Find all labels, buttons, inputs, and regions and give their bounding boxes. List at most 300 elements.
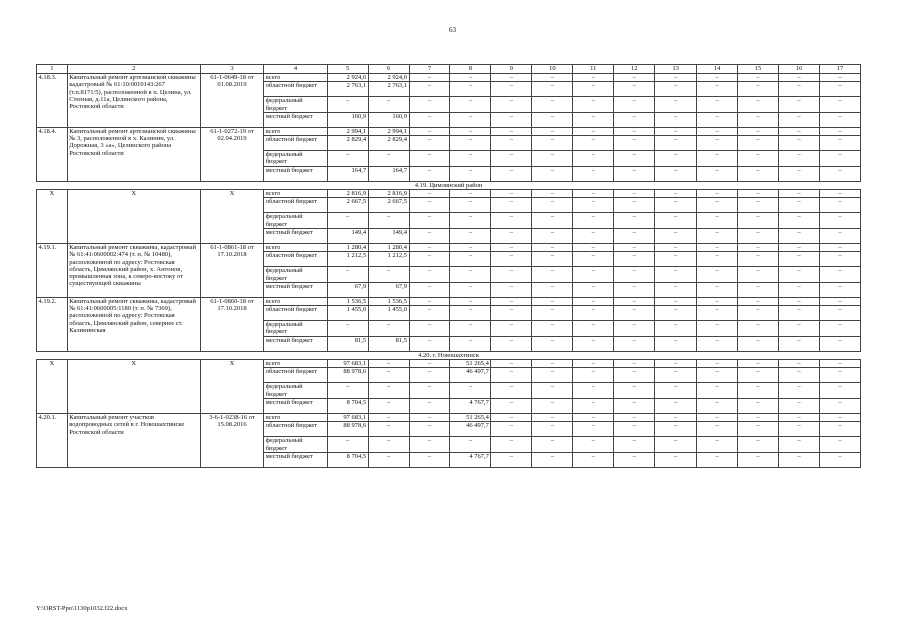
value-col6: 1 536,5 — [368, 297, 409, 305]
document-path: Y:\ORST-Ppo\1130p1032.f22.docx — [36, 605, 128, 612]
dash-cell: – — [573, 398, 614, 413]
dash-cell: – — [532, 267, 573, 283]
dash-cell: – — [779, 112, 820, 127]
dash-cell: – — [532, 360, 573, 368]
dash-cell: – — [327, 97, 368, 113]
dash-cell: – — [614, 213, 655, 229]
dash-cell: – — [614, 297, 655, 305]
dash-cell: – — [491, 306, 532, 321]
entry-document: Х — [200, 360, 263, 414]
value-col5: 8 704,5 — [327, 452, 368, 467]
dash-cell: – — [738, 213, 779, 229]
funding-source: областной бюджет — [264, 252, 327, 267]
dash-cell: – — [532, 252, 573, 267]
dash-cell: – — [819, 267, 860, 283]
dash-cell: – — [697, 82, 738, 97]
dash-cell: – — [614, 422, 655, 437]
dash-cell: – — [532, 190, 573, 198]
dash-cell: – — [819, 422, 860, 437]
dash-cell: – — [738, 112, 779, 127]
dash-cell: – — [573, 452, 614, 467]
value-col8: 51 265,4 — [450, 413, 491, 421]
dash-cell: – — [573, 297, 614, 305]
dash-cell: – — [697, 243, 738, 251]
dash-cell: – — [491, 213, 532, 229]
dash-cell: – — [409, 452, 450, 467]
dash-cell: – — [738, 306, 779, 321]
dash-cell: – — [409, 112, 450, 127]
dash-cell: – — [819, 97, 860, 113]
dash-cell: – — [491, 437, 532, 453]
dash-cell: – — [655, 297, 697, 305]
funding-source: всего — [264, 360, 327, 368]
dash-cell: – — [368, 368, 409, 383]
dash-cell: – — [409, 228, 450, 243]
dash-cell: – — [779, 267, 820, 283]
dash-cell: – — [491, 282, 532, 297]
entry-number: 4.19.1. — [37, 243, 68, 297]
dash-cell: – — [573, 267, 614, 283]
dash-cell: – — [450, 127, 491, 135]
dash-cell: – — [450, 267, 491, 283]
column-number-5: 5 — [327, 65, 368, 74]
dash-cell: – — [409, 306, 450, 321]
value-col5: 2 763,1 — [327, 82, 368, 97]
entry-number: 4.19.2. — [37, 297, 68, 351]
entry-name: Капитальный ремонт артезианской скважины № 3, расположенной в х. Калинин, ул. Дорожная, 3 «а», Целинского района Ростовской области — [67, 127, 200, 181]
dash-cell: – — [655, 336, 697, 351]
dash-cell: – — [819, 166, 860, 181]
dash-cell: – — [409, 136, 450, 151]
dash-cell: – — [655, 151, 697, 167]
dash-cell: – — [532, 136, 573, 151]
dash-cell: – — [819, 82, 860, 97]
dash-cell: – — [697, 321, 738, 337]
dash-cell: – — [697, 282, 738, 297]
dash-cell: – — [779, 422, 820, 437]
table-row — [37, 243, 861, 251]
dash-cell: – — [327, 151, 368, 167]
dash-cell: – — [819, 151, 860, 167]
column-number-15: 15 — [738, 65, 779, 74]
dash-cell: – — [614, 151, 655, 167]
entry-document: 61-1-0649-18 от 01.08.2019 — [200, 74, 263, 128]
dash-cell: – — [491, 151, 532, 167]
value-col5: 1 212,5 — [327, 252, 368, 267]
dash-cell: – — [779, 151, 820, 167]
dash-cell: – — [409, 398, 450, 413]
dash-cell: – — [368, 398, 409, 413]
column-number-17: 17 — [819, 65, 860, 74]
entry-name: Х — [67, 190, 200, 244]
dash-cell: – — [738, 282, 779, 297]
value-col5: 149,4 — [327, 228, 368, 243]
value-col6: 2 667,5 — [368, 198, 409, 213]
value-col6: 1 280,4 — [368, 243, 409, 251]
dash-cell: – — [819, 252, 860, 267]
dash-cell: – — [491, 190, 532, 198]
funding-source: федеральный бюджет — [264, 437, 327, 453]
dash-cell: – — [532, 452, 573, 467]
dash-cell: – — [532, 166, 573, 181]
funding-source: областной бюджет — [264, 198, 327, 213]
dash-cell: – — [738, 297, 779, 305]
dash-cell: – — [450, 166, 491, 181]
dash-cell: – — [697, 198, 738, 213]
dash-cell: – — [614, 383, 655, 399]
dash-cell: – — [532, 368, 573, 383]
dash-cell: – — [491, 166, 532, 181]
dash-cell: – — [697, 97, 738, 113]
dash-cell: – — [368, 97, 409, 113]
dash-cell: – — [779, 336, 820, 351]
dash-cell: – — [614, 306, 655, 321]
funding-source: местный бюджет — [264, 336, 327, 351]
dash-cell: – — [819, 127, 860, 135]
dash-cell: – — [779, 97, 820, 113]
funding-source: всего — [264, 243, 327, 251]
value-col5: 2 924,0 — [327, 74, 368, 82]
dash-cell: – — [409, 282, 450, 297]
dash-cell: – — [409, 413, 450, 421]
dash-cell: – — [614, 97, 655, 113]
dash-cell: – — [409, 198, 450, 213]
dash-cell: – — [450, 228, 491, 243]
funding-source: областной бюджет — [264, 306, 327, 321]
value-col5: 2 816,9 — [327, 190, 368, 198]
column-number-8: 8 — [450, 65, 491, 74]
dash-cell: – — [532, 112, 573, 127]
dash-cell: – — [738, 136, 779, 151]
dash-cell: – — [819, 336, 860, 351]
dash-cell: – — [491, 398, 532, 413]
dash-cell: – — [779, 321, 820, 337]
dash-cell: – — [368, 151, 409, 167]
dash-cell: – — [697, 336, 738, 351]
dash-cell: – — [573, 282, 614, 297]
dash-cell: – — [532, 82, 573, 97]
dash-cell: – — [532, 413, 573, 421]
dash-cell: – — [491, 297, 532, 305]
value-col5: 81,5 — [327, 336, 368, 351]
value-col6: 2 924,0 — [368, 74, 409, 82]
dash-cell: – — [532, 74, 573, 82]
dash-cell: – — [819, 398, 860, 413]
dash-cell: – — [697, 437, 738, 453]
table-row — [37, 127, 861, 135]
dash-cell: – — [573, 190, 614, 198]
entry-number: Х — [37, 190, 68, 244]
dash-cell: – — [738, 97, 779, 113]
dash-cell: – — [655, 97, 697, 113]
dash-cell: – — [573, 151, 614, 167]
funding-source: местный бюджет — [264, 228, 327, 243]
column-number-11: 11 — [573, 65, 614, 74]
column-number-10: 10 — [532, 65, 573, 74]
dash-cell: – — [779, 127, 820, 135]
dash-cell: – — [819, 282, 860, 297]
dash-cell: – — [491, 127, 532, 135]
dash-cell: – — [819, 198, 860, 213]
column-number-13: 13 — [655, 65, 697, 74]
dash-cell: – — [368, 321, 409, 337]
column-number-6: 6 — [368, 65, 409, 74]
dash-cell: – — [450, 282, 491, 297]
dash-cell: – — [655, 437, 697, 453]
dash-cell: – — [491, 360, 532, 368]
dash-cell: – — [450, 437, 491, 453]
funding-source: местный бюджет — [264, 398, 327, 413]
dash-cell: – — [738, 398, 779, 413]
dash-cell: – — [779, 166, 820, 181]
dash-cell: – — [655, 252, 697, 267]
dash-cell: – — [697, 252, 738, 267]
dash-cell: – — [779, 190, 820, 198]
value-col5: 1 455,0 — [327, 306, 368, 321]
dash-cell: – — [779, 360, 820, 368]
dash-cell: – — [491, 321, 532, 337]
dash-cell: – — [655, 321, 697, 337]
value-col5: 97 683,1 — [327, 360, 368, 368]
dash-cell: – — [409, 321, 450, 337]
dash-cell: – — [697, 413, 738, 421]
dash-cell: – — [368, 213, 409, 229]
dash-cell: – — [409, 166, 450, 181]
entry-number: 4.20.1. — [37, 413, 68, 467]
dash-cell: – — [450, 336, 491, 351]
dash-cell: – — [573, 198, 614, 213]
funding-source: областной бюджет — [264, 368, 327, 383]
funding-source: местный бюджет — [264, 282, 327, 297]
funding-source: федеральный бюджет — [264, 151, 327, 167]
value-col5: 2 994,1 — [327, 127, 368, 135]
entry-document: 3-6-1-0238-16 от 15.08.2016 — [200, 413, 263, 467]
dash-cell: – — [573, 74, 614, 82]
dash-cell: – — [697, 368, 738, 383]
dash-cell: – — [655, 282, 697, 297]
dash-cell: – — [532, 97, 573, 113]
dash-cell: – — [409, 127, 450, 135]
dash-cell: – — [655, 82, 697, 97]
dash-cell: – — [409, 190, 450, 198]
dash-cell: – — [655, 267, 697, 283]
dash-cell: – — [614, 82, 655, 97]
dash-cell: – — [819, 321, 860, 337]
dash-cell: – — [697, 297, 738, 305]
value-col6: 67,9 — [368, 282, 409, 297]
value-col5: 88 978,6 — [327, 422, 368, 437]
dash-cell: – — [573, 368, 614, 383]
dash-cell: – — [491, 422, 532, 437]
dash-cell: – — [573, 82, 614, 97]
dash-cell: – — [573, 97, 614, 113]
dash-cell: – — [450, 112, 491, 127]
dash-cell: – — [819, 297, 860, 305]
value-col5: 1 280,4 — [327, 243, 368, 251]
dash-cell: – — [819, 306, 860, 321]
entry-name: Капитальный ремонт скважины, кадастровый № 61:41:0600005:1180 (т. п. № 7369), расположенной по адресу: Ростовская область, Цимлянский район, севернее ст. Калининская — [67, 297, 200, 351]
dash-cell: – — [779, 74, 820, 82]
column-number-3: 3 — [200, 65, 263, 74]
table-row — [37, 360, 861, 368]
dash-cell: – — [779, 252, 820, 267]
dash-cell: – — [779, 136, 820, 151]
dash-cell: – — [738, 360, 779, 368]
dash-cell: – — [368, 383, 409, 399]
dash-cell: – — [532, 422, 573, 437]
dash-cell: – — [573, 321, 614, 337]
dash-cell: – — [819, 437, 860, 453]
entry-number: 4.18.3. — [37, 74, 68, 128]
dash-cell: – — [368, 437, 409, 453]
dash-cell: – — [614, 368, 655, 383]
dash-cell: – — [532, 336, 573, 351]
dash-cell: – — [614, 437, 655, 453]
dash-cell: – — [409, 437, 450, 453]
dash-cell: – — [779, 82, 820, 97]
dash-cell: – — [450, 190, 491, 198]
dash-cell: – — [819, 213, 860, 229]
dash-cell: – — [532, 198, 573, 213]
funding-source: всего — [264, 127, 327, 135]
dash-cell: – — [614, 282, 655, 297]
dash-cell: – — [573, 252, 614, 267]
value-col6: 2 816,9 — [368, 190, 409, 198]
section-title: 4.19. Цимлянский район — [37, 181, 861, 189]
dash-cell: – — [491, 112, 532, 127]
dash-cell: – — [779, 368, 820, 383]
dash-cell: – — [491, 383, 532, 399]
dash-cell: – — [779, 213, 820, 229]
entry-document: 61-1-0860-18 от 17.10.2018 — [200, 297, 263, 351]
dash-cell: – — [655, 213, 697, 229]
dash-cell: – — [697, 74, 738, 82]
dash-cell: – — [697, 151, 738, 167]
value-col6: 149,4 — [368, 228, 409, 243]
dash-cell: – — [819, 383, 860, 399]
funding-source: всего — [264, 74, 327, 82]
entry-document: 61-1-0272-19 от 02.04.2019 — [200, 127, 263, 181]
entry-number: Х — [37, 360, 68, 414]
dash-cell: – — [655, 422, 697, 437]
table-row — [37, 413, 861, 421]
column-number-4: 4 — [264, 65, 327, 74]
dash-cell: – — [573, 166, 614, 181]
dash-cell: – — [491, 228, 532, 243]
dash-cell: – — [655, 413, 697, 421]
dash-cell: – — [573, 422, 614, 437]
column-number-16: 16 — [779, 65, 820, 74]
dash-cell: – — [532, 297, 573, 305]
value-col6: 1 212,5 — [368, 252, 409, 267]
funding-source: местный бюджет — [264, 112, 327, 127]
dash-cell: – — [738, 198, 779, 213]
value-col8: 51 265,4 — [450, 360, 491, 368]
value-col5: 1 536,5 — [327, 297, 368, 305]
funding-source: федеральный бюджет — [264, 321, 327, 337]
dash-cell: – — [450, 383, 491, 399]
dash-cell: – — [738, 413, 779, 421]
dash-cell: – — [655, 190, 697, 198]
dash-cell: – — [738, 437, 779, 453]
dash-cell: – — [738, 336, 779, 351]
dash-cell: – — [738, 252, 779, 267]
dash-cell: – — [697, 452, 738, 467]
table-body — [37, 65, 861, 468]
dash-cell: – — [491, 336, 532, 351]
dash-cell: – — [532, 321, 573, 337]
program-table — [36, 64, 861, 468]
dash-cell: – — [697, 422, 738, 437]
dash-cell: – — [614, 336, 655, 351]
dash-cell: – — [450, 82, 491, 97]
dash-cell: – — [573, 213, 614, 229]
dash-cell: – — [738, 243, 779, 251]
dash-cell: – — [450, 74, 491, 82]
dash-cell: – — [532, 383, 573, 399]
dash-cell: – — [819, 74, 860, 82]
dash-cell: – — [779, 282, 820, 297]
dash-cell: – — [655, 74, 697, 82]
dash-cell: – — [409, 368, 450, 383]
dash-cell: – — [614, 413, 655, 421]
dash-cell: – — [368, 267, 409, 283]
dash-cell: – — [409, 422, 450, 437]
dash-cell: – — [614, 136, 655, 151]
dash-cell: – — [614, 74, 655, 82]
dash-cell: – — [779, 198, 820, 213]
value-col6: 2 994,1 — [368, 127, 409, 135]
dash-cell: – — [491, 267, 532, 283]
value-col6: 1 455,0 — [368, 306, 409, 321]
dash-cell: – — [532, 437, 573, 453]
dash-cell: – — [368, 452, 409, 467]
dash-cell: – — [450, 243, 491, 251]
table-row — [37, 74, 861, 82]
dash-cell: – — [450, 97, 491, 113]
dash-cell: – — [779, 437, 820, 453]
dash-cell: – — [573, 243, 614, 251]
value-col6: 164,7 — [368, 166, 409, 181]
entry-name: Капитальный ремонт артезианской скважины кадастровый № 61:10:0010143:267 (т.п.8171/5), расположенной в п. Целина, ул. Степная, д.11а, Целинского района, Ростовской области — [67, 74, 200, 128]
dash-cell: – — [655, 398, 697, 413]
entry-name: Капитальный ремонт скважины, кадастровый № 61:41:0600002:474 (т. п. № 10480), расположенной по адресу: Ростовская область, Цимлянский район, х. Антонов, промышленная зона, к северо-востоку от существующей скважины — [67, 243, 200, 297]
column-number-1: 1 — [37, 65, 68, 74]
dash-cell: – — [532, 243, 573, 251]
dash-cell: – — [409, 213, 450, 229]
dash-cell: – — [779, 398, 820, 413]
dash-cell: – — [450, 136, 491, 151]
dash-cell: – — [779, 297, 820, 305]
dash-cell: – — [697, 228, 738, 243]
dash-cell: – — [655, 306, 697, 321]
dash-cell: – — [655, 127, 697, 135]
dash-cell: – — [819, 136, 860, 151]
dash-cell: – — [573, 437, 614, 453]
dash-cell: – — [614, 360, 655, 368]
dash-cell: – — [779, 452, 820, 467]
dash-cell: – — [614, 127, 655, 135]
dash-cell: – — [779, 306, 820, 321]
dash-cell: – — [738, 321, 779, 337]
section-row — [37, 181, 861, 189]
value-col5: 67,9 — [327, 282, 368, 297]
dash-cell: – — [697, 213, 738, 229]
funding-source: федеральный бюджет — [264, 97, 327, 113]
value-col5: 88 978,6 — [327, 368, 368, 383]
dash-cell: – — [491, 136, 532, 151]
dash-cell: – — [655, 166, 697, 181]
